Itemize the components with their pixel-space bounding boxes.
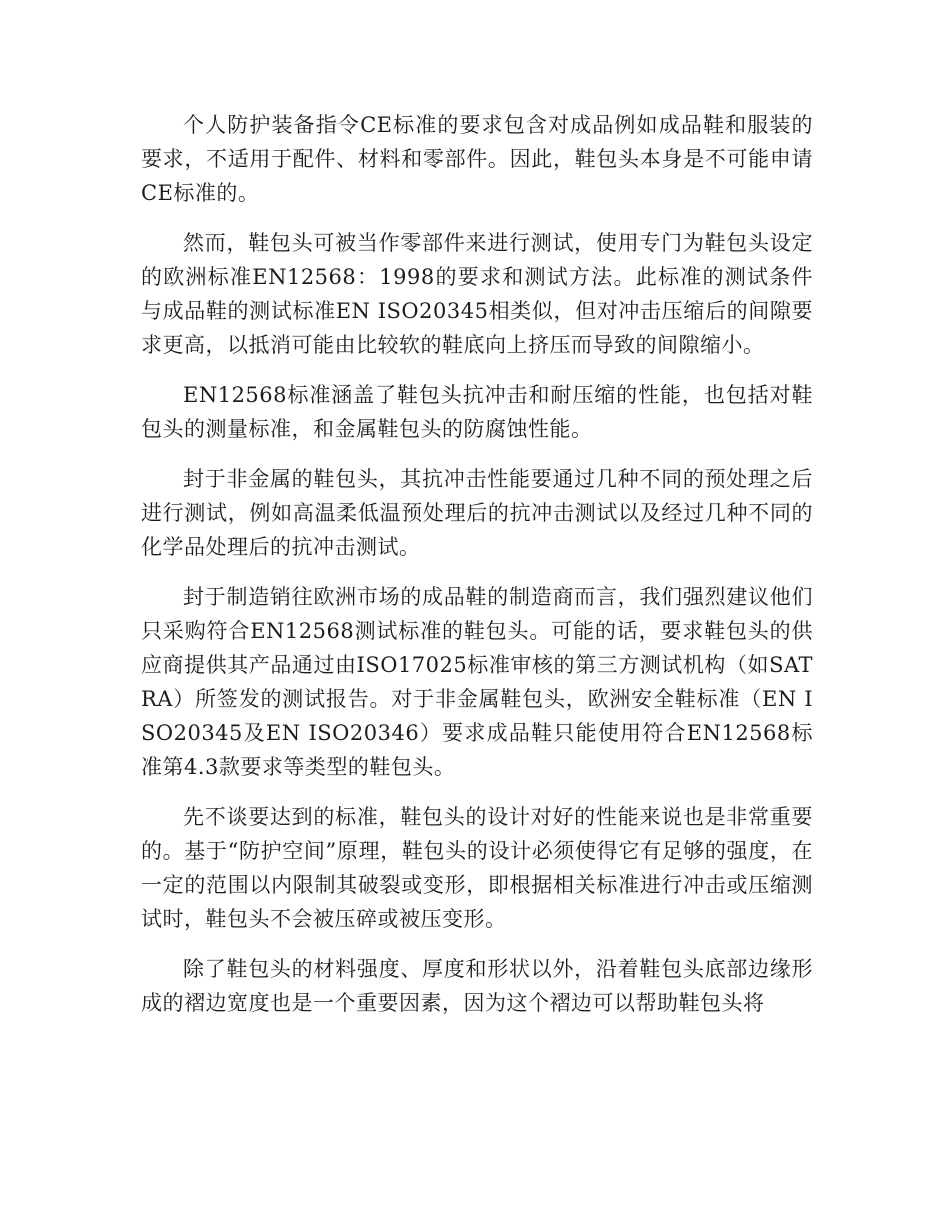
paragraph-7: 除了鞋包头的材料强度、厚度和形状以外，沿着鞋包头底部边缘形成的褶边宽度也是一个重要因素，因为这个褶边可以帮助鞋包头将 bbox=[141, 957, 813, 1015]
document-body bbox=[141, 108, 813, 1036]
paragraph-6: 先不谈要达到的标准，鞋包头的设计对好的性能来说也是非常重要的。基于“防护空间”原理，鞋包头的设计必须使得它有足够的强度，在一定的范围以内限制其破裂或变形，即根据相关标准进行冲击或压缩测试时，鞋包头不会被压碎或被压变形。 bbox=[141, 805, 813, 931]
paragraph-4: 封于非金属的鞋包头，其抗冲击性能要通过几种不同的预处理之后进行测试，例如高温柔低温预处理后的抗冲击测试以及经过几种不同的化学品处理后的抗冲击测试。 bbox=[141, 467, 813, 559]
paragraph-1: 个人防护装备指令CE标准的要求包含对成品例如成品鞋和服装的要求，不适用于配件、材料和零部件。因此，鞋包头本身是不可能申请CE标准的。 bbox=[141, 113, 813, 205]
paragraph-3: EN12568标准涵盖了鞋包头抗冲击和耐压缩的性能，也包括对鞋包头的测量标准，和金属鞋包头的防腐蚀性能。 bbox=[141, 383, 813, 441]
paragraph-2: 然而，鞋包头可被当作零部件来进行测试，使用专门为鞋包头设定的欧洲标准EN12568：1998的要求和测试方法。此标准的测试条件与成品鞋的测试标准EN ISO20345相类似，但对冲击压缩后的间隙要求更高，以抵消可能由比较软的鞋底向上挤压而导致的间隙缩小。 bbox=[141, 231, 813, 357]
paragraph-5: 封于制造销往欧洲市场的成品鞋的制造商而言，我们强烈建议他们只采购符合EN12568测试标准的鞋包头。可能的话，要求鞋包头的供应商提供其产品通过由ISO17025标准审核的第三方测试机构（如SATRA）所签发的测试报告。对于非金属鞋包头，欧洲安全鞋标准（EN ISO20345及EN ISO20346）要求成品鞋只能使用符合EN12568标准第4.3款要求等类型的鞋包头。 bbox=[141, 585, 813, 779]
